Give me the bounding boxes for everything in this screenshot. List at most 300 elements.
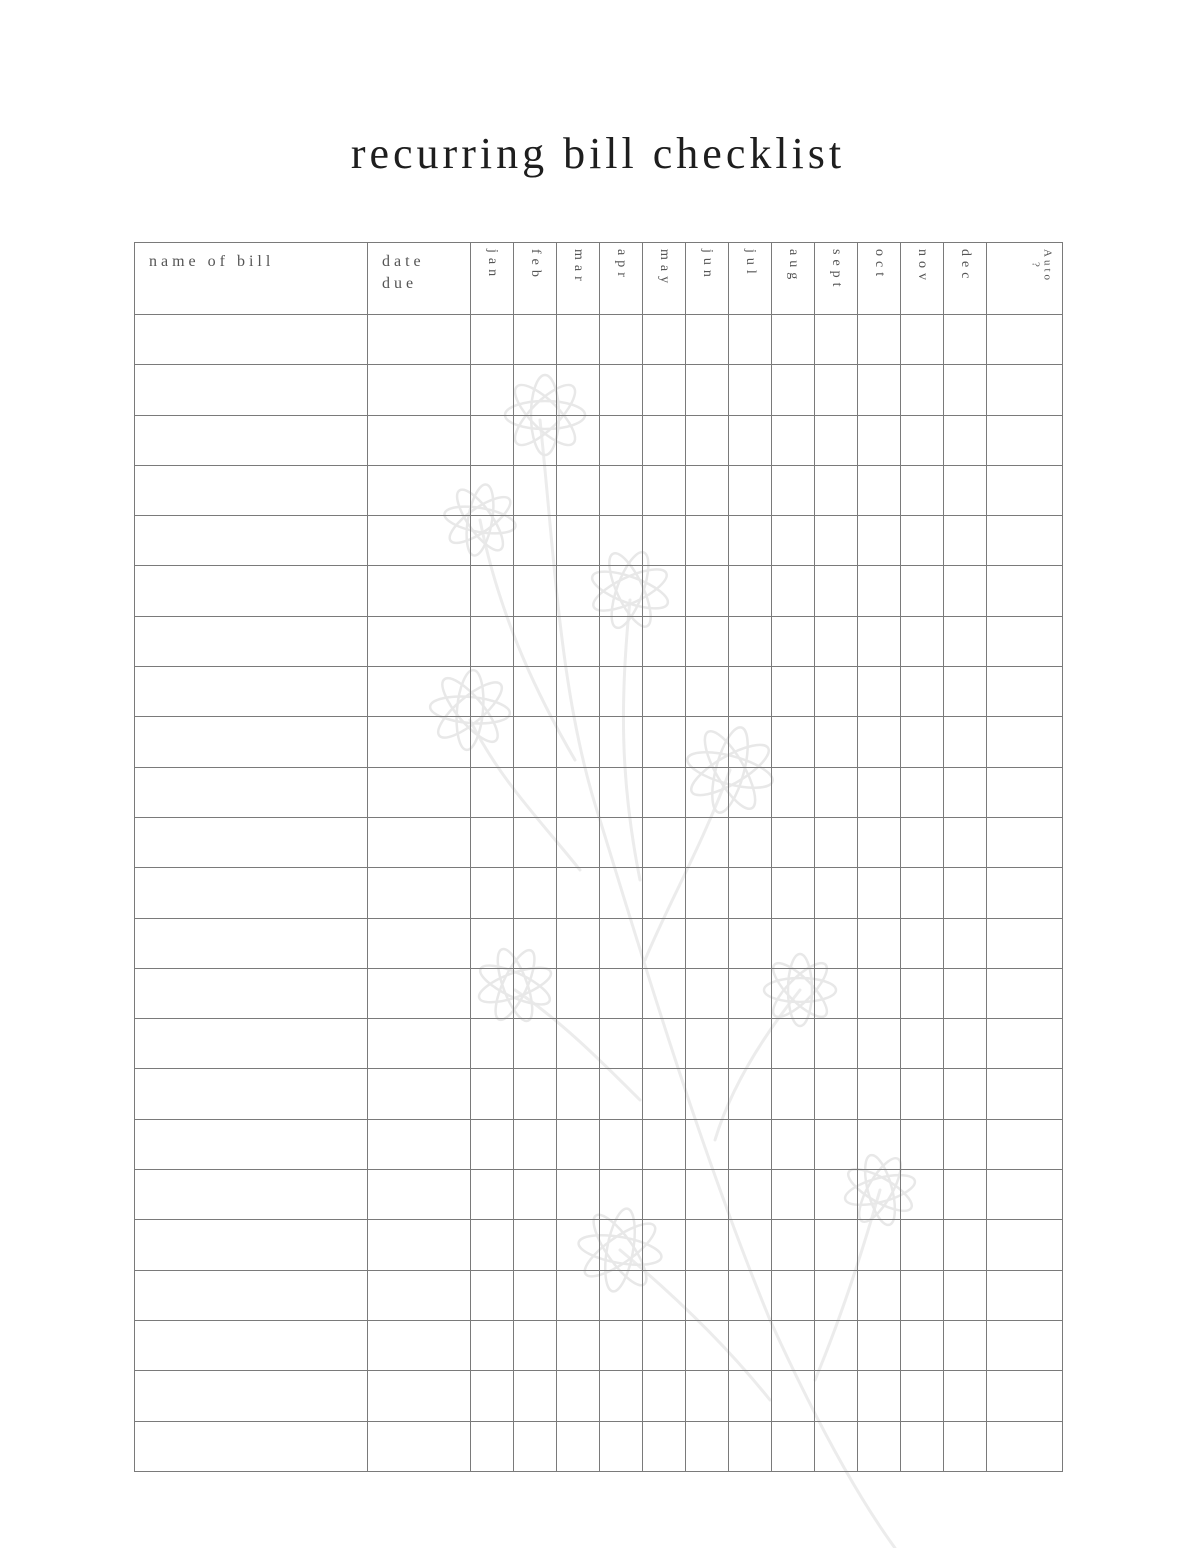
checkbox-cell-feb[interactable] [514, 1220, 557, 1270]
auto-cell[interactable] [987, 315, 1063, 365]
checkbox-cell-jun[interactable] [686, 767, 729, 817]
checkbox-cell-apr[interactable] [600, 918, 643, 968]
auto-cell[interactable] [987, 667, 1063, 717]
auto-cell[interactable] [987, 566, 1063, 616]
checkbox-cell-jul[interactable] [729, 315, 772, 365]
checkbox-cell-aug[interactable] [772, 516, 815, 566]
bill-name-cell[interactable] [135, 1170, 368, 1220]
checkbox-cell-dec[interactable] [944, 767, 987, 817]
checkbox-cell-aug[interactable] [772, 918, 815, 968]
bill-name-cell[interactable] [135, 1421, 368, 1471]
checkbox-cell-dec[interactable] [944, 1220, 987, 1270]
bill-name-cell[interactable] [135, 1119, 368, 1169]
date-due-cell[interactable] [368, 1270, 471, 1320]
checkbox-cell-feb[interactable] [514, 1371, 557, 1421]
checkbox-cell-apr[interactable] [600, 817, 643, 867]
bill-name-cell[interactable] [135, 566, 368, 616]
checkbox-cell-aug[interactable] [772, 868, 815, 918]
checkbox-cell-aug[interactable] [772, 667, 815, 717]
checkbox-cell-mar[interactable] [557, 717, 600, 767]
checkbox-cell-feb[interactable] [514, 817, 557, 867]
checkbox-cell-sept[interactable] [815, 868, 858, 918]
checkbox-cell-may[interactable] [643, 667, 686, 717]
checkbox-cell-aug[interactable] [772, 1119, 815, 1169]
checkbox-cell-jan[interactable] [471, 1371, 514, 1421]
checkbox-cell-sept[interactable] [815, 1119, 858, 1169]
checkbox-cell-nov[interactable] [901, 968, 944, 1018]
checkbox-cell-jun[interactable] [686, 717, 729, 767]
checkbox-cell-nov[interactable] [901, 1421, 944, 1471]
checkbox-cell-mar[interactable] [557, 415, 600, 465]
checkbox-cell-jan[interactable] [471, 365, 514, 415]
checkbox-cell-feb[interactable] [514, 1069, 557, 1119]
checkbox-cell-oct[interactable] [858, 968, 901, 1018]
checkbox-cell-sept[interactable] [815, 315, 858, 365]
date-due-cell[interactable] [368, 415, 471, 465]
checkbox-cell-feb[interactable] [514, 868, 557, 918]
checkbox-cell-jan[interactable] [471, 767, 514, 817]
checkbox-cell-jul[interactable] [729, 918, 772, 968]
checkbox-cell-jul[interactable] [729, 868, 772, 918]
checkbox-cell-mar[interactable] [557, 1069, 600, 1119]
auto-cell[interactable] [987, 616, 1063, 666]
checkbox-cell-oct[interactable] [858, 1220, 901, 1270]
checkbox-cell-apr[interactable] [600, 1119, 643, 1169]
checkbox-cell-jan[interactable] [471, 1019, 514, 1069]
checkbox-cell-may[interactable] [643, 415, 686, 465]
checkbox-cell-feb[interactable] [514, 1421, 557, 1471]
auto-cell[interactable] [987, 365, 1063, 415]
checkbox-cell-may[interactable] [643, 1220, 686, 1270]
date-due-cell[interactable] [368, 968, 471, 1018]
date-due-cell[interactable] [368, 566, 471, 616]
checkbox-cell-mar[interactable] [557, 817, 600, 867]
checkbox-cell-feb[interactable] [514, 1320, 557, 1370]
checkbox-cell-jul[interactable] [729, 1421, 772, 1471]
checkbox-cell-jul[interactable] [729, 1371, 772, 1421]
checkbox-cell-may[interactable] [643, 315, 686, 365]
checkbox-cell-sept[interactable] [815, 1320, 858, 1370]
bill-name-cell[interactable] [135, 315, 368, 365]
checkbox-cell-aug[interactable] [772, 767, 815, 817]
checkbox-cell-sept[interactable] [815, 918, 858, 968]
checkbox-cell-mar[interactable] [557, 767, 600, 817]
checkbox-cell-mar[interactable] [557, 315, 600, 365]
checkbox-cell-feb[interactable] [514, 1270, 557, 1320]
checkbox-cell-feb[interactable] [514, 1119, 557, 1169]
checkbox-cell-jun[interactable] [686, 1069, 729, 1119]
checkbox-cell-sept[interactable] [815, 717, 858, 767]
date-due-cell[interactable] [368, 616, 471, 666]
checkbox-cell-oct[interactable] [858, 465, 901, 515]
checkbox-cell-jun[interactable] [686, 1320, 729, 1370]
checkbox-cell-sept[interactable] [815, 1019, 858, 1069]
checkbox-cell-sept[interactable] [815, 1170, 858, 1220]
checkbox-cell-jul[interactable] [729, 1220, 772, 1270]
checkbox-cell-oct[interactable] [858, 1320, 901, 1370]
checkbox-cell-nov[interactable] [901, 415, 944, 465]
checkbox-cell-aug[interactable] [772, 1019, 815, 1069]
bill-name-cell[interactable] [135, 1371, 368, 1421]
checkbox-cell-jun[interactable] [686, 868, 729, 918]
checkbox-cell-feb[interactable] [514, 415, 557, 465]
checkbox-cell-jan[interactable] [471, 868, 514, 918]
checkbox-cell-may[interactable] [643, 1320, 686, 1370]
checkbox-cell-jun[interactable] [686, 667, 729, 717]
date-due-cell[interactable] [368, 868, 471, 918]
checkbox-cell-aug[interactable] [772, 1170, 815, 1220]
checkbox-cell-oct[interactable] [858, 566, 901, 616]
checkbox-cell-jan[interactable] [471, 1421, 514, 1471]
checkbox-cell-jan[interactable] [471, 667, 514, 717]
auto-cell[interactable] [987, 415, 1063, 465]
checkbox-cell-jul[interactable] [729, 566, 772, 616]
checkbox-cell-jul[interactable] [729, 465, 772, 515]
checkbox-cell-sept[interactable] [815, 616, 858, 666]
date-due-cell[interactable] [368, 1320, 471, 1370]
checkbox-cell-oct[interactable] [858, 767, 901, 817]
checkbox-cell-may[interactable] [643, 1371, 686, 1421]
checkbox-cell-jan[interactable] [471, 1119, 514, 1169]
checkbox-cell-jul[interactable] [729, 616, 772, 666]
checkbox-cell-nov[interactable] [901, 365, 944, 415]
checkbox-cell-mar[interactable] [557, 1320, 600, 1370]
checkbox-cell-nov[interactable] [901, 516, 944, 566]
auto-cell[interactable] [987, 1320, 1063, 1370]
bill-name-cell[interactable] [135, 1220, 368, 1270]
date-due-cell[interactable] [368, 315, 471, 365]
checkbox-cell-oct[interactable] [858, 717, 901, 767]
checkbox-cell-dec[interactable] [944, 1170, 987, 1220]
date-due-cell[interactable] [368, 1220, 471, 1270]
checkbox-cell-aug[interactable] [772, 465, 815, 515]
checkbox-cell-mar[interactable] [557, 968, 600, 1018]
checkbox-cell-jan[interactable] [471, 616, 514, 666]
checkbox-cell-apr[interactable] [600, 1069, 643, 1119]
checkbox-cell-mar[interactable] [557, 1119, 600, 1169]
checkbox-cell-sept[interactable] [815, 767, 858, 817]
bill-name-cell[interactable] [135, 868, 368, 918]
checkbox-cell-mar[interactable] [557, 616, 600, 666]
checkbox-cell-may[interactable] [643, 365, 686, 415]
date-due-cell[interactable] [368, 1119, 471, 1169]
checkbox-cell-feb[interactable] [514, 315, 557, 365]
checkbox-cell-dec[interactable] [944, 1119, 987, 1169]
checkbox-cell-sept[interactable] [815, 1371, 858, 1421]
checkbox-cell-feb[interactable] [514, 1170, 557, 1220]
checkbox-cell-nov[interactable] [901, 868, 944, 918]
checkbox-cell-mar[interactable] [557, 566, 600, 616]
checkbox-cell-apr[interactable] [600, 315, 643, 365]
checkbox-cell-feb[interactable] [514, 516, 557, 566]
checkbox-cell-jul[interactable] [729, 1170, 772, 1220]
checkbox-cell-oct[interactable] [858, 1270, 901, 1320]
checkbox-cell-nov[interactable] [901, 315, 944, 365]
checkbox-cell-may[interactable] [643, 465, 686, 515]
auto-cell[interactable] [987, 1119, 1063, 1169]
checkbox-cell-jul[interactable] [729, 365, 772, 415]
checkbox-cell-apr[interactable] [600, 1019, 643, 1069]
date-due-cell[interactable] [368, 717, 471, 767]
checkbox-cell-sept[interactable] [815, 1069, 858, 1119]
checkbox-cell-oct[interactable] [858, 1170, 901, 1220]
checkbox-cell-may[interactable] [643, 1069, 686, 1119]
checkbox-cell-aug[interactable] [772, 1220, 815, 1270]
checkbox-cell-aug[interactable] [772, 365, 815, 415]
auto-cell[interactable] [987, 465, 1063, 515]
checkbox-cell-dec[interactable] [944, 616, 987, 666]
checkbox-cell-sept[interactable] [815, 566, 858, 616]
checkbox-cell-jun[interactable] [686, 1119, 729, 1169]
checkbox-cell-may[interactable] [643, 616, 686, 666]
auto-cell[interactable] [987, 516, 1063, 566]
checkbox-cell-jul[interactable] [729, 767, 772, 817]
checkbox-cell-sept[interactable] [815, 516, 858, 566]
checkbox-cell-apr[interactable] [600, 1220, 643, 1270]
checkbox-cell-feb[interactable] [514, 667, 557, 717]
checkbox-cell-jun[interactable] [686, 1220, 729, 1270]
checkbox-cell-jul[interactable] [729, 717, 772, 767]
checkbox-cell-jun[interactable] [686, 1421, 729, 1471]
checkbox-cell-nov[interactable] [901, 566, 944, 616]
bill-name-cell[interactable] [135, 918, 368, 968]
checkbox-cell-jun[interactable] [686, 616, 729, 666]
auto-cell[interactable] [987, 1220, 1063, 1270]
checkbox-cell-feb[interactable] [514, 767, 557, 817]
checkbox-cell-jul[interactable] [729, 667, 772, 717]
checkbox-cell-feb[interactable] [514, 566, 557, 616]
bill-name-cell[interactable] [135, 667, 368, 717]
checkbox-cell-may[interactable] [643, 717, 686, 767]
checkbox-cell-oct[interactable] [858, 365, 901, 415]
date-due-cell[interactable] [368, 1170, 471, 1220]
checkbox-cell-apr[interactable] [600, 465, 643, 515]
checkbox-cell-apr[interactable] [600, 868, 643, 918]
checkbox-cell-dec[interactable] [944, 1320, 987, 1370]
checkbox-cell-apr[interactable] [600, 717, 643, 767]
checkbox-cell-jan[interactable] [471, 516, 514, 566]
bill-name-cell[interactable] [135, 1320, 368, 1370]
checkbox-cell-jul[interactable] [729, 1270, 772, 1320]
checkbox-cell-jul[interactable] [729, 516, 772, 566]
checkbox-cell-sept[interactable] [815, 667, 858, 717]
checkbox-cell-dec[interactable] [944, 566, 987, 616]
checkbox-cell-jun[interactable] [686, 566, 729, 616]
bill-name-cell[interactable] [135, 767, 368, 817]
checkbox-cell-oct[interactable] [858, 516, 901, 566]
auto-cell[interactable] [987, 1170, 1063, 1220]
checkbox-cell-jan[interactable] [471, 717, 514, 767]
date-due-cell[interactable] [368, 1069, 471, 1119]
checkbox-cell-oct[interactable] [858, 868, 901, 918]
checkbox-cell-jan[interactable] [471, 1220, 514, 1270]
checkbox-cell-mar[interactable] [557, 1270, 600, 1320]
checkbox-cell-nov[interactable] [901, 767, 944, 817]
auto-cell[interactable] [987, 1270, 1063, 1320]
bill-name-cell[interactable] [135, 415, 368, 465]
checkbox-cell-apr[interactable] [600, 415, 643, 465]
checkbox-cell-may[interactable] [643, 1270, 686, 1320]
checkbox-cell-apr[interactable] [600, 1421, 643, 1471]
checkbox-cell-dec[interactable] [944, 817, 987, 867]
checkbox-cell-dec[interactable] [944, 868, 987, 918]
checkbox-cell-oct[interactable] [858, 918, 901, 968]
checkbox-cell-jun[interactable] [686, 415, 729, 465]
checkbox-cell-apr[interactable] [600, 767, 643, 817]
checkbox-cell-apr[interactable] [600, 1270, 643, 1320]
bill-name-cell[interactable] [135, 516, 368, 566]
checkbox-cell-apr[interactable] [600, 667, 643, 717]
checkbox-cell-jul[interactable] [729, 415, 772, 465]
checkbox-cell-aug[interactable] [772, 1371, 815, 1421]
auto-cell[interactable] [987, 1421, 1063, 1471]
date-due-cell[interactable] [368, 1371, 471, 1421]
checkbox-cell-jul[interactable] [729, 1019, 772, 1069]
checkbox-cell-jun[interactable] [686, 1270, 729, 1320]
checkbox-cell-dec[interactable] [944, 717, 987, 767]
checkbox-cell-nov[interactable] [901, 1320, 944, 1370]
checkbox-cell-aug[interactable] [772, 1069, 815, 1119]
date-due-cell[interactable] [368, 918, 471, 968]
checkbox-cell-sept[interactable] [815, 415, 858, 465]
checkbox-cell-jan[interactable] [471, 1270, 514, 1320]
checkbox-cell-mar[interactable] [557, 918, 600, 968]
checkbox-cell-oct[interactable] [858, 415, 901, 465]
checkbox-cell-dec[interactable] [944, 516, 987, 566]
checkbox-cell-jun[interactable] [686, 516, 729, 566]
checkbox-cell-nov[interactable] [901, 1119, 944, 1169]
bill-name-cell[interactable] [135, 1069, 368, 1119]
checkbox-cell-nov[interactable] [901, 1220, 944, 1270]
checkbox-cell-may[interactable] [643, 1119, 686, 1169]
checkbox-cell-dec[interactable] [944, 365, 987, 415]
checkbox-cell-sept[interactable] [815, 1421, 858, 1471]
checkbox-cell-jan[interactable] [471, 1069, 514, 1119]
checkbox-cell-nov[interactable] [901, 1371, 944, 1421]
checkbox-cell-jan[interactable] [471, 566, 514, 616]
checkbox-cell-jan[interactable] [471, 1170, 514, 1220]
checkbox-cell-may[interactable] [643, 918, 686, 968]
checkbox-cell-jun[interactable] [686, 315, 729, 365]
checkbox-cell-aug[interactable] [772, 566, 815, 616]
checkbox-cell-jul[interactable] [729, 1320, 772, 1370]
auto-cell[interactable] [987, 717, 1063, 767]
checkbox-cell-jun[interactable] [686, 817, 729, 867]
auto-cell[interactable] [987, 817, 1063, 867]
bill-name-cell[interactable] [135, 465, 368, 515]
checkbox-cell-jul[interactable] [729, 1069, 772, 1119]
checkbox-cell-jan[interactable] [471, 415, 514, 465]
auto-cell[interactable] [987, 968, 1063, 1018]
checkbox-cell-dec[interactable] [944, 918, 987, 968]
bill-name-cell[interactable] [135, 968, 368, 1018]
auto-cell[interactable] [987, 868, 1063, 918]
checkbox-cell-nov[interactable] [901, 717, 944, 767]
checkbox-cell-aug[interactable] [772, 1270, 815, 1320]
checkbox-cell-dec[interactable] [944, 415, 987, 465]
checkbox-cell-apr[interactable] [600, 1320, 643, 1370]
date-due-cell[interactable] [368, 516, 471, 566]
checkbox-cell-nov[interactable] [901, 616, 944, 666]
checkbox-cell-nov[interactable] [901, 465, 944, 515]
checkbox-cell-sept[interactable] [815, 817, 858, 867]
checkbox-cell-oct[interactable] [858, 616, 901, 666]
checkbox-cell-apr[interactable] [600, 1170, 643, 1220]
checkbox-cell-feb[interactable] [514, 616, 557, 666]
date-due-cell[interactable] [368, 1019, 471, 1069]
checkbox-cell-oct[interactable] [858, 667, 901, 717]
checkbox-cell-dec[interactable] [944, 1371, 987, 1421]
checkbox-cell-mar[interactable] [557, 1421, 600, 1471]
checkbox-cell-mar[interactable] [557, 1220, 600, 1270]
checkbox-cell-nov[interactable] [901, 667, 944, 717]
checkbox-cell-nov[interactable] [901, 918, 944, 968]
checkbox-cell-dec[interactable] [944, 667, 987, 717]
checkbox-cell-apr[interactable] [600, 968, 643, 1018]
checkbox-cell-may[interactable] [643, 767, 686, 817]
checkbox-cell-apr[interactable] [600, 616, 643, 666]
checkbox-cell-oct[interactable] [858, 1019, 901, 1069]
checkbox-cell-jun[interactable] [686, 1371, 729, 1421]
auto-cell[interactable] [987, 1069, 1063, 1119]
checkbox-cell-dec[interactable] [944, 968, 987, 1018]
checkbox-cell-feb[interactable] [514, 465, 557, 515]
checkbox-cell-mar[interactable] [557, 667, 600, 717]
checkbox-cell-nov[interactable] [901, 1270, 944, 1320]
checkbox-cell-jun[interactable] [686, 1019, 729, 1069]
date-due-cell[interactable] [368, 365, 471, 415]
checkbox-cell-nov[interactable] [901, 1019, 944, 1069]
checkbox-cell-feb[interactable] [514, 365, 557, 415]
checkbox-cell-dec[interactable] [944, 1019, 987, 1069]
checkbox-cell-jan[interactable] [471, 465, 514, 515]
checkbox-cell-sept[interactable] [815, 465, 858, 515]
date-due-cell[interactable] [368, 465, 471, 515]
bill-name-cell[interactable] [135, 1270, 368, 1320]
checkbox-cell-may[interactable] [643, 817, 686, 867]
auto-cell[interactable] [987, 1019, 1063, 1069]
checkbox-cell-aug[interactable] [772, 315, 815, 365]
checkbox-cell-jul[interactable] [729, 968, 772, 1018]
auto-cell[interactable] [987, 767, 1063, 817]
checkbox-cell-mar[interactable] [557, 465, 600, 515]
checkbox-cell-jan[interactable] [471, 918, 514, 968]
checkbox-cell-nov[interactable] [901, 1069, 944, 1119]
checkbox-cell-jan[interactable] [471, 315, 514, 365]
checkbox-cell-aug[interactable] [772, 1320, 815, 1370]
checkbox-cell-feb[interactable] [514, 1019, 557, 1069]
checkbox-cell-oct[interactable] [858, 1371, 901, 1421]
checkbox-cell-may[interactable] [643, 1421, 686, 1471]
auto-cell[interactable] [987, 918, 1063, 968]
checkbox-cell-dec[interactable] [944, 1069, 987, 1119]
checkbox-cell-may[interactable] [643, 516, 686, 566]
checkbox-cell-feb[interactable] [514, 918, 557, 968]
checkbox-cell-may[interactable] [643, 968, 686, 1018]
checkbox-cell-may[interactable] [643, 1019, 686, 1069]
checkbox-cell-nov[interactable] [901, 1170, 944, 1220]
checkbox-cell-mar[interactable] [557, 1170, 600, 1220]
bill-name-cell[interactable] [135, 1019, 368, 1069]
checkbox-cell-jan[interactable] [471, 817, 514, 867]
checkbox-cell-sept[interactable] [815, 1270, 858, 1320]
checkbox-cell-aug[interactable] [772, 415, 815, 465]
checkbox-cell-may[interactable] [643, 1170, 686, 1220]
checkbox-cell-apr[interactable] [600, 566, 643, 616]
checkbox-cell-aug[interactable] [772, 717, 815, 767]
checkbox-cell-jan[interactable] [471, 1320, 514, 1370]
checkbox-cell-aug[interactable] [772, 968, 815, 1018]
